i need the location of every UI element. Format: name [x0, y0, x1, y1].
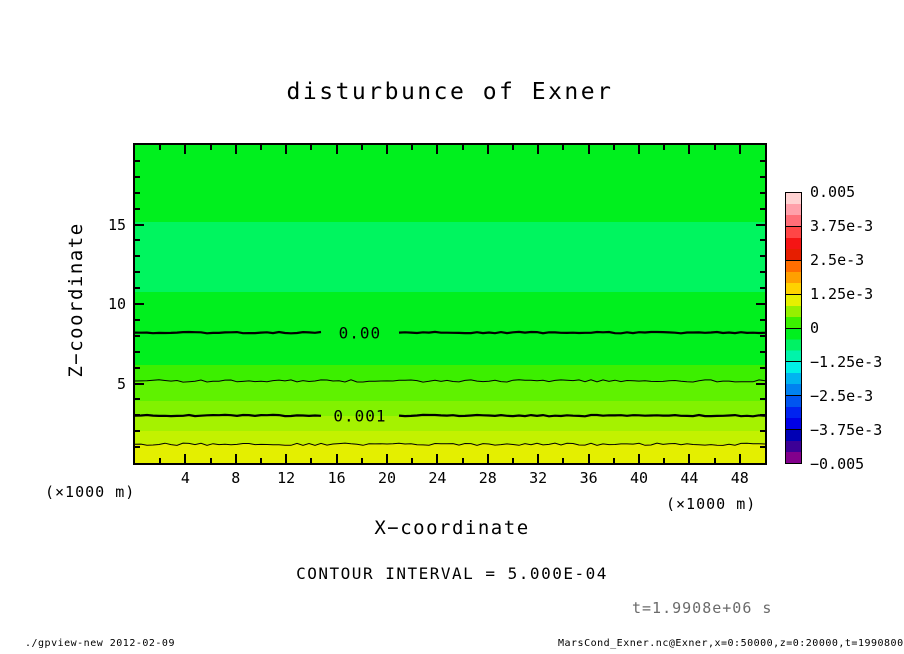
x-tick	[184, 454, 186, 463]
x-tick-label: 32	[529, 469, 548, 487]
x-tick	[537, 454, 539, 463]
x-tick-label: 44	[680, 469, 699, 487]
x-tick	[159, 458, 161, 463]
x-tick	[361, 145, 363, 150]
colorbar-segment	[786, 430, 801, 463]
z-tick	[135, 398, 140, 400]
z-tick	[135, 414, 140, 416]
x-tick	[487, 145, 489, 154]
z-tick	[135, 319, 140, 321]
x-tick	[512, 145, 514, 150]
z-tick	[135, 224, 144, 226]
z-tick	[135, 239, 140, 241]
z-tick	[135, 383, 144, 385]
x-tick	[336, 454, 338, 463]
z-tick	[756, 383, 765, 385]
x-tick	[562, 458, 564, 463]
x-tick-label: 8	[231, 469, 241, 487]
contour-interval-note: CONTOUR INTERVAL = 5.000E-04	[296, 564, 608, 583]
x-tick	[714, 145, 716, 150]
z-tick	[756, 303, 765, 305]
x-tick	[588, 454, 590, 463]
z-tick	[760, 351, 765, 353]
colorbar-segment	[786, 193, 801, 227]
z-tick-label: 10	[107, 295, 126, 313]
x-tick	[235, 454, 237, 463]
plot-area	[133, 143, 767, 465]
z-tick	[760, 160, 765, 162]
x-tick	[613, 145, 615, 150]
x-tick-label: 36	[579, 469, 598, 487]
z-tick	[760, 239, 765, 241]
z-tick	[135, 446, 140, 448]
x-axis-title: X−coordinate	[374, 517, 530, 539]
x-tick-label: 12	[277, 469, 296, 487]
z-tick	[760, 414, 765, 416]
x-tick	[361, 458, 363, 463]
x-tick	[739, 454, 741, 463]
x-tick-label: 16	[327, 469, 346, 487]
z-tick-label: 15	[107, 215, 126, 234]
z-tick	[135, 160, 140, 162]
z-tick	[135, 255, 140, 257]
z-tick	[135, 271, 140, 273]
x-tick-label: 48	[730, 469, 749, 487]
x-tick	[210, 458, 212, 463]
contour-value-label: 0.00	[338, 323, 382, 343]
chart-title: disturbunce of Exner	[286, 79, 614, 105]
colorbar-tick-label: −0.005	[810, 455, 865, 473]
colorbar-tick-label: 0	[810, 319, 820, 337]
z-tick-label: 5	[116, 374, 126, 393]
x-tick-label: 4	[180, 469, 190, 487]
colorbar-segment	[786, 295, 801, 329]
x-tick	[714, 458, 716, 463]
colorbar-segment	[786, 396, 801, 430]
x-tick	[537, 145, 539, 154]
x-tick-label: 40	[629, 469, 649, 487]
time-annotation: t=1.9908e+06 s	[632, 599, 773, 617]
x-tick	[462, 458, 464, 463]
colorbar-tick-label: 1.25e-3	[810, 285, 874, 303]
footer-command: ./gpview-new 2012-02-09	[25, 638, 175, 649]
z-tick	[135, 208, 140, 210]
z-axis-unit: (×1000 m)	[45, 483, 136, 501]
z-tick	[135, 303, 144, 305]
x-tick	[487, 454, 489, 463]
x-tick-label: 28	[478, 469, 497, 487]
x-tick-label: 20	[377, 469, 397, 487]
z-tick	[135, 176, 140, 178]
x-tick	[411, 145, 413, 150]
z-tick	[760, 367, 765, 369]
z-tick	[135, 351, 140, 353]
x-axis-unit: (×1000 m)	[666, 495, 757, 513]
x-tick	[638, 145, 640, 154]
x-tick	[663, 145, 665, 150]
colorbar	[785, 192, 802, 464]
z-axis-title: Z−coordinate	[65, 222, 87, 378]
z-tick	[760, 446, 765, 448]
contour-value-label: 0.001	[333, 406, 387, 426]
z-tick	[135, 192, 140, 194]
colorbar-tick-label: 0.005	[810, 183, 856, 201]
colorbar-segment	[786, 329, 801, 363]
x-tick	[613, 458, 615, 463]
colorbar-segment	[786, 227, 801, 261]
footer-source: MarsCond_Exner.nc@Exner,x=0:50000,z=0:20000,t=1990800	[558, 638, 904, 649]
x-tick	[688, 145, 690, 154]
x-tick	[436, 145, 438, 154]
z-tick	[760, 335, 765, 337]
x-tick	[159, 145, 161, 150]
x-tick	[512, 458, 514, 463]
x-tick	[688, 454, 690, 463]
z-tick	[760, 208, 765, 210]
z-tick	[760, 319, 765, 321]
x-tick	[739, 145, 741, 154]
z-tick	[135, 335, 140, 337]
colorbar-segment	[786, 261, 801, 295]
x-tick	[386, 454, 388, 463]
x-tick	[235, 145, 237, 154]
x-tick	[285, 145, 287, 154]
x-tick	[638, 454, 640, 463]
x-tick	[411, 458, 413, 463]
z-tick	[135, 287, 140, 289]
colorbar-tick-label: −1.25e-3	[810, 353, 883, 371]
x-tick	[336, 145, 338, 154]
x-tick	[260, 458, 262, 463]
x-tick	[462, 145, 464, 150]
x-tick	[310, 458, 312, 463]
z-tick	[760, 271, 765, 273]
colorbar-tick-label: −3.75e-3	[810, 421, 883, 439]
z-tick	[760, 287, 765, 289]
z-tick	[756, 224, 765, 226]
z-tick	[760, 430, 765, 432]
z-tick	[760, 255, 765, 257]
axis-ticks	[135, 145, 765, 463]
x-tick	[663, 458, 665, 463]
x-tick	[260, 145, 262, 150]
colorbar-tick-label: 2.5e-3	[810, 251, 865, 269]
x-tick	[210, 145, 212, 150]
colorbar-tick-label: −2.5e-3	[810, 387, 874, 405]
z-tick	[760, 398, 765, 400]
x-tick	[184, 145, 186, 154]
x-tick-label: 24	[428, 469, 447, 487]
z-tick	[135, 367, 140, 369]
z-tick	[760, 176, 765, 178]
z-tick	[760, 192, 765, 194]
x-tick	[562, 145, 564, 150]
x-tick	[436, 454, 438, 463]
colorbar-segment	[786, 362, 801, 396]
z-tick	[135, 430, 140, 432]
x-tick	[285, 454, 287, 463]
x-tick	[588, 145, 590, 154]
x-tick	[386, 145, 388, 154]
x-tick	[310, 145, 312, 150]
colorbar-tick-label: 3.75e-3	[810, 217, 874, 235]
